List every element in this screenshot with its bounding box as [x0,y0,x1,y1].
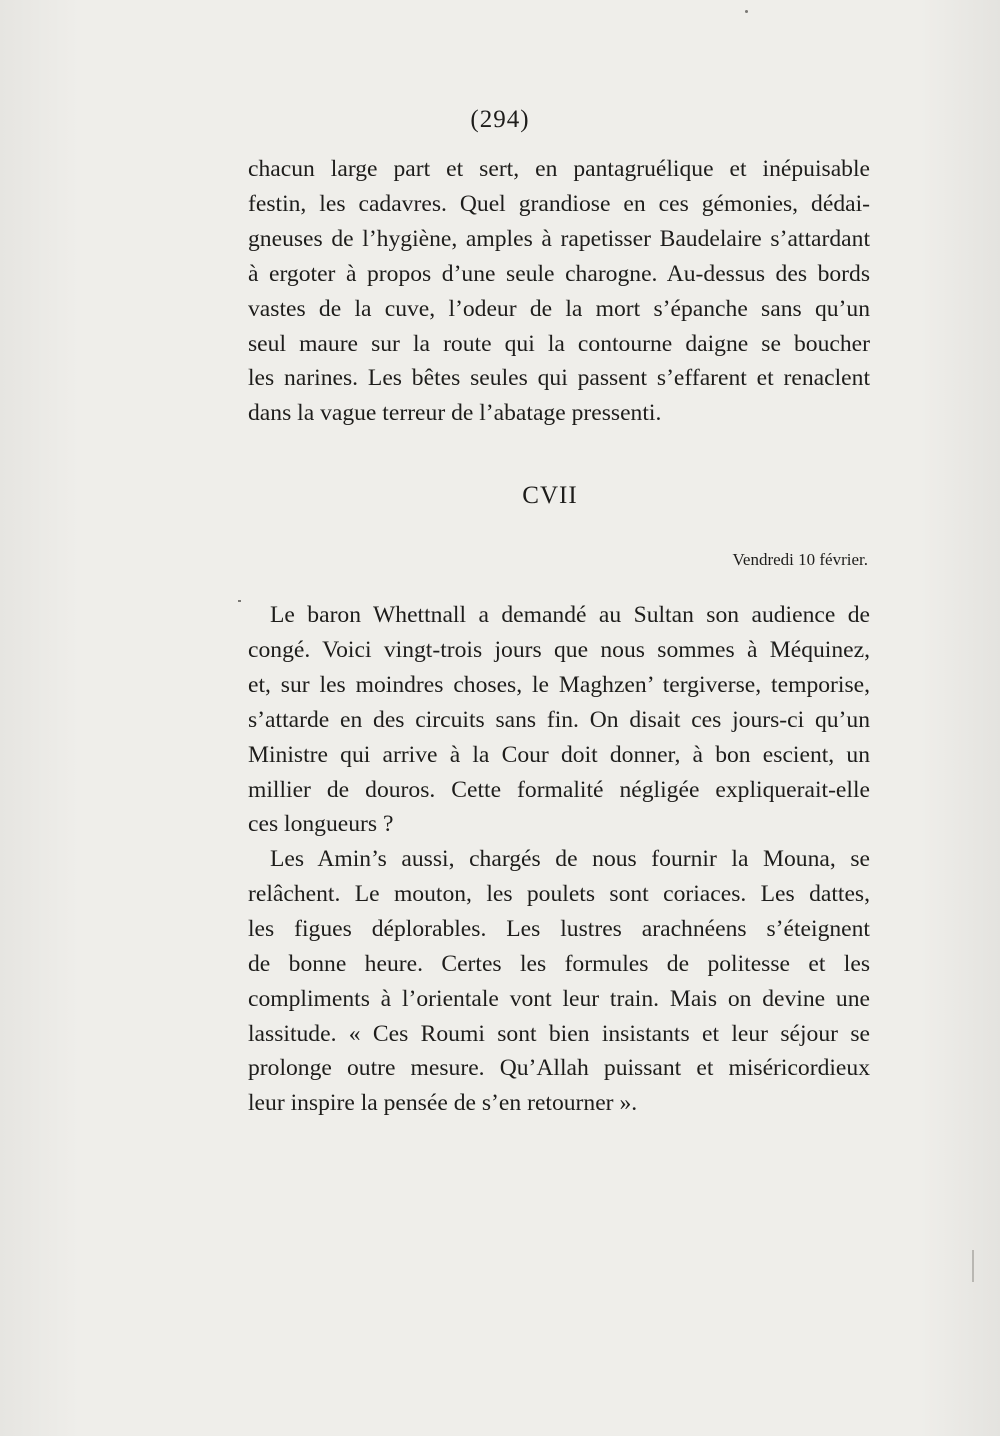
text-line: vastes de la cuve, l’odeur de la mort s’épanche sans qu’un [248,295,870,322]
text-line: prolonge outre mesure. Qu’Allah puissant et miséricordieux [248,1055,870,1082]
text-line: festin, les cadavres. Quel grandiose en ces gémonies, dédai- [248,190,870,217]
text-line: lassitude. « Ces Roumi sont bien insistants et leur séjour se [248,1020,870,1047]
text-line: dans la vague terreur de l’abatage pressenti. [248,400,662,427]
text-line: leur inspire la pensée de s’en retourner ». [248,1090,638,1117]
paper-speck [972,1250,974,1282]
text-line: Le baron Whettnall a demandé au Sultan son audience de [270,602,870,628]
text-line: et, sur les moindres choses, le Maghzen’ tergiverse, temporise, [248,671,870,698]
text-line: chacun large part et sert, en pantagruélique et inépuisable [248,156,870,182]
text-line: relâchent. Le mouton, les poulets sont coriaces. Les dattes, [248,880,870,907]
text-line: Les Amin’s aussi, chargés de nous fournir la Mouna, se [270,846,870,872]
paragraph [248,842,870,1121]
text-line: s’attarde en des circuits sans fin. On disait ces jours-ci qu’un [248,706,870,733]
paragraph [248,598,870,842]
text-line: compliments à l’orientale vont leur train. Mais on devine une [248,985,870,1012]
text-line: les narines. Les bêtes seules qui passent s’effarent et renaclent [248,365,870,392]
dateline: Vendredi 10 février. [732,550,868,569]
text-line: congé. Voici vingt-trois jours que nous sommes à Méquinez, [248,636,870,663]
paper-speck [745,10,748,13]
paper-speck [238,600,241,602]
text-line: gneuses de l’hygiène, amples à rapetisser Baudelaire s’attardant [248,225,870,252]
text-line: seul maure sur la route qui la contourne daigne se boucher [248,330,870,357]
text-line: millier de douros. Cette formalité négligée expliquerait-elle [248,776,870,803]
text-line: à ergoter à propos d’une seule charogne. Au-dessus des bords [248,260,870,287]
text-line: de bonne heure. Certes les formules de politesse et les [248,950,870,977]
page-number: (294) [470,106,530,133]
text-line: les figues déplorables. Les lustres arachnéens s’éteignent [248,915,870,942]
text-line: ces longueurs ? [248,811,394,838]
chapter-heading: CVII [522,482,578,509]
paragraph-continued [248,152,870,431]
text-line: Ministre qui arrive à la Cour doit donner, à bon escient, un [248,741,870,768]
